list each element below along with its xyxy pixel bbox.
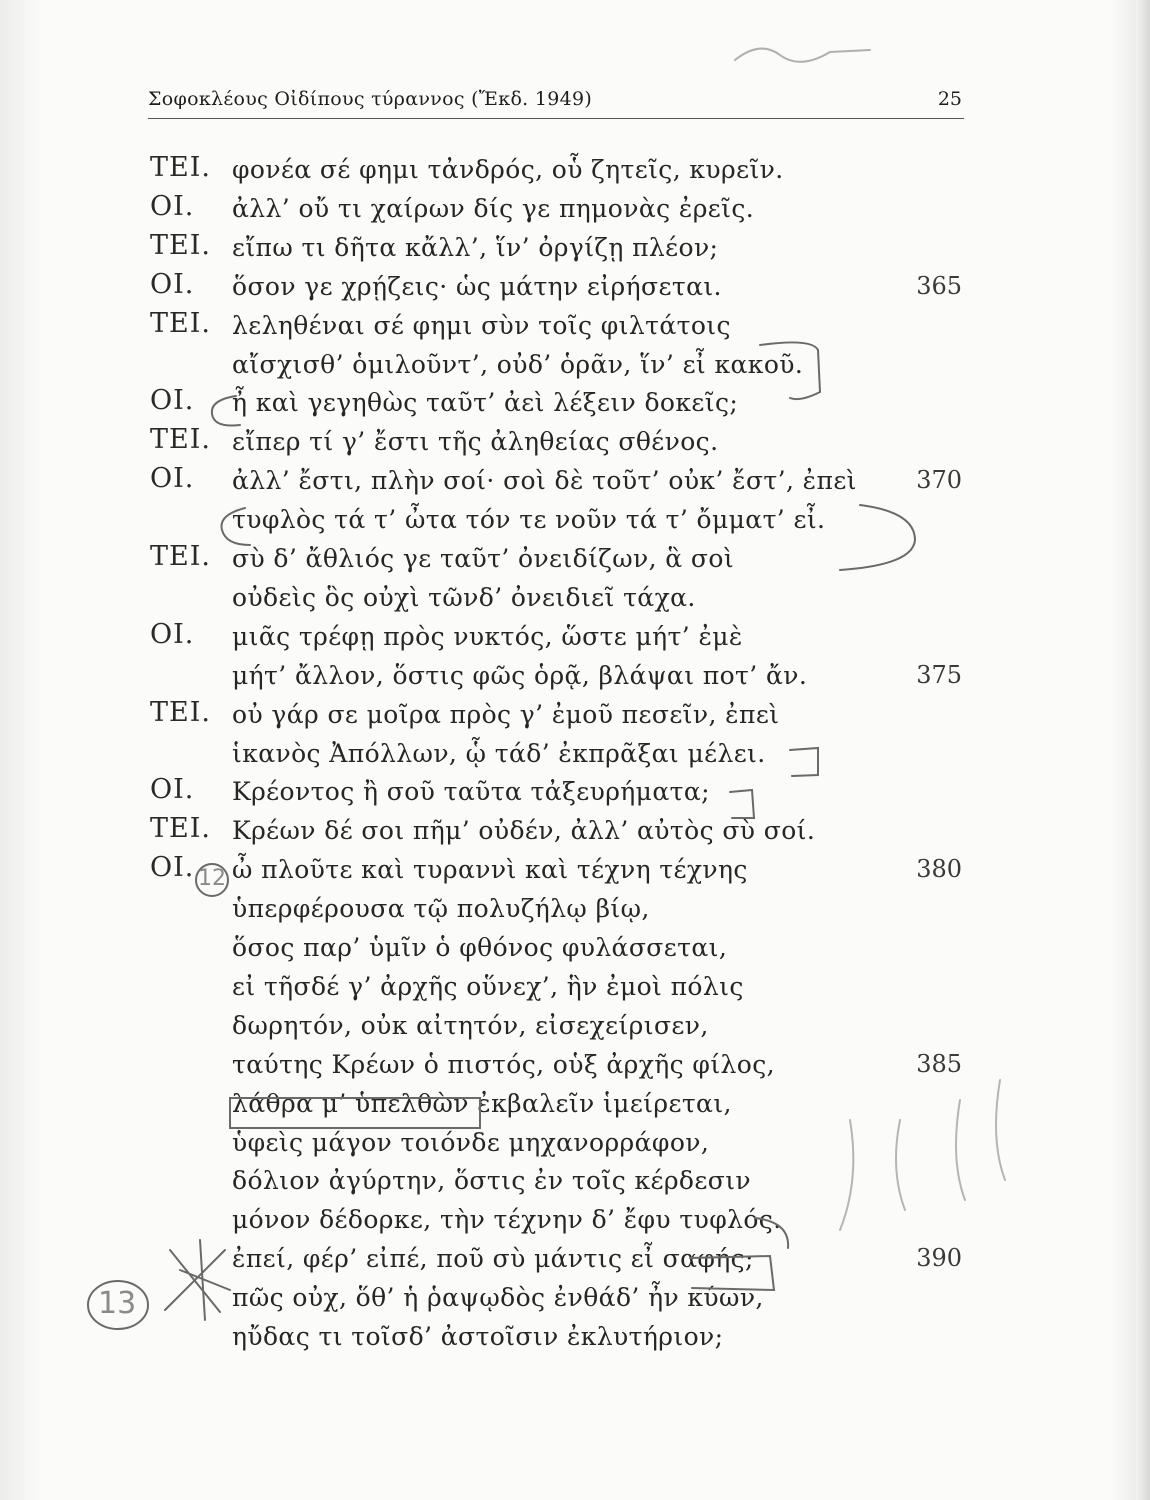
bracket-mark-5 — [730, 790, 754, 818]
bracket-mark-6 — [755, 1218, 788, 1248]
verse-text-line: εἴπω τι δῆτα κἄλλ’, ἵν’ ὀργίζῃ πλέον; — [232, 232, 719, 262]
page-number: 25 — [937, 88, 962, 110]
verse-text-line: μόνον δέδορκε, τὴν τέχνην δ’ ἔφυ τυφλός. — [232, 1205, 782, 1235]
verse-text-line: Κρέων δέ σοι πῆμ’ οὐδέν, ἀλλ’ αὐτὸς σὺ σοί. — [232, 816, 816, 846]
line-number: 385 — [916, 1049, 962, 1078]
speaker-label: ΤΕΙ. — [150, 229, 211, 261]
speaker-label: ΟΙ. — [150, 852, 195, 884]
margin-notes — [840, 1080, 1005, 1230]
box-mark-2 — [690, 1256, 774, 1290]
bracket-mark-4 — [790, 748, 818, 776]
top-scribble — [735, 49, 870, 62]
verse-text-line: εἴπερ τί γ’ ἔστι τῆς ἀληθείας σθένος. — [232, 427, 719, 457]
verse-text-line: Κρέοντος ἢ σοῦ ταῦτα τἀξευρήματα; — [232, 777, 710, 807]
verse-text-line: πῶς οὐχ, ὅθ’ ἡ ῥαψῳδὸς ἐνθάδ’ ἦν κύων, — [232, 1283, 764, 1313]
verse-text-line: τυφλὸς τά τ’ ὦτα τόν τε νοῦν τά τ’ ὄμματ’ εἶ. — [232, 505, 826, 535]
bracket-mark-2 — [221, 508, 250, 545]
verse-text-line: εἰ τῆσδέ γ’ ἀρχῆς οὕνεχ’, ἣν ἐμοὶ πόλις — [232, 971, 744, 1001]
speaker-label: ΟΙ. — [150, 268, 195, 300]
verse-text-line: ὅσος παρ’ ὑμῖν ὁ φθόνος φυλάσσεται, — [232, 933, 728, 962]
verse-text-line: μιᾶς τρέφῃ πρὸς νυκτός, ὥστε μήτ’ ἐμὲ — [232, 621, 743, 651]
verse-text-line: ἐπεί, φέρ’ εἰπέ, ποῦ σὺ μάντις εἶ σαφής; — [232, 1244, 754, 1274]
speaker-label: ΤΕΙ. — [150, 541, 211, 572]
speaker-label: ΟΙ. — [150, 190, 195, 222]
verse-text-line: ταύτης Κρέων ὁ πιστός, οὑξ ἀρχῆς φίλος, — [232, 1049, 775, 1079]
verse-text-line: ὅσον γε χρῄζεις· ὡς μάτην εἰρήσεται. — [232, 271, 722, 301]
speaker-label: ΟΙ. — [150, 774, 195, 806]
speaker-label: ΤΕΙ. — [150, 813, 211, 845]
speaker-label: ΤΕΙ. — [150, 696, 211, 728]
verse-text-line: δωρητόν, οὐκ αἰτητόν, εἰσεχείρισεν, — [232, 1010, 709, 1040]
verse-text-line: σὺ δ’ ἄθλιός γε ταῦτ’ ὀνειδίζων, ἃ σοὶ — [232, 544, 735, 573]
verse-text-line: ὑπερφέρουσα τῷ πολυζήλῳ βίῳ, — [232, 894, 650, 924]
running-head-title: Σοφοκλέους Οἰδίπους τύραννος (Ἔκδ. 1949) — [148, 88, 593, 110]
circle-mark-1 — [212, 396, 240, 426]
bracket-mark-1 — [760, 342, 820, 399]
verse-text-line: ἱκανὸς Ἀπόλλων, ᾧ τάδ’ ἐκπρᾶξαι μέλει. — [232, 738, 766, 768]
line-number: 375 — [916, 660, 962, 689]
line-number: 390 — [916, 1244, 962, 1273]
speaker-label: ΤΕΙ. — [150, 152, 211, 183]
speaker-label: ΤΕΙ. — [150, 307, 211, 339]
line-number: 370 — [916, 466, 962, 495]
verse-text-line: δόλιον ἀγύρτην, ὅστις ἐν τοῖς κέρδεσιν — [232, 1166, 751, 1196]
box-mark-1 — [230, 1098, 480, 1128]
line-number: 380 — [916, 855, 962, 884]
verse-text-line: ὑφεὶς μάγον τοιόνδε μηχανορράφον, — [232, 1127, 710, 1157]
verse-text-line: οὐδεὶς ὃς οὐχὶ τῶνδ’ ὀνειδιεῖ τάχα. — [232, 582, 696, 612]
line-number: 365 — [916, 271, 962, 300]
verse-text-line: ἦ καὶ γεγηθὼς ταῦτ’ ἀεὶ λέξειν δοκεῖς; — [232, 388, 739, 418]
scribble-mark — [165, 1240, 230, 1320]
speaker-label: ΟΙ. — [150, 463, 195, 495]
bracket-mark-3 — [840, 505, 915, 570]
verse-text-line: ὦ πλοῦτε καὶ τυραννὶ καὶ τέχνη τέχνης — [232, 855, 748, 885]
verse-text-line: αἴσχισθ’ ὁμιλοῦντ’, οὐδ’ ὁρᾶν, ἵν’ εἶ κακοῦ. — [232, 349, 804, 379]
verse-text-line: ἀλλ’ οὔ τι χαίρων δίς γε πημονὰς ἐρεῖς. — [232, 193, 755, 223]
margin-number-12: 12 — [198, 866, 226, 891]
verse-text-line: μήτ’ ἄλλον, ὅστις φῶς ὁρᾷ, βλάψαι ποτ’ ἄν. — [232, 660, 808, 690]
speaker-label: ΟΙ. — [150, 385, 195, 417]
verse-text-line: λεληθέναι σέ φημι σὺν τοῖς φιλτάτοις — [232, 310, 731, 340]
margin-number-13: 13 — [98, 1286, 137, 1321]
verse-text-line: ηὔδας τι τοῖσδ’ ἀστοῖσιν ἐκλυτήριον; — [232, 1322, 724, 1351]
verse-text-line: ἀλλ’ ἔστι, πλὴν σοί· σοὶ δὲ τοῦτ’ οὐκ’ ἔστ’, ἐπεὶ — [232, 466, 857, 496]
verse-text-line: οὐ γάρ σε μοῖρα πρὸς γ’ ἐμοῦ πεσεῖν, ἐπεὶ — [232, 699, 780, 729]
speaker-label: ΟΙ. — [150, 618, 195, 650]
speaker-label: ΤΕΙ. — [150, 424, 211, 456]
verse-text-line: λάθρα μ’ ὑπελθὼν ἐκβαλεῖν ἱμείρεται, — [232, 1088, 732, 1118]
verse-text-line: φονέα σέ φημι τἀνδρός, οὗ ζητεῖς, κυρεῖν. — [232, 155, 784, 184]
